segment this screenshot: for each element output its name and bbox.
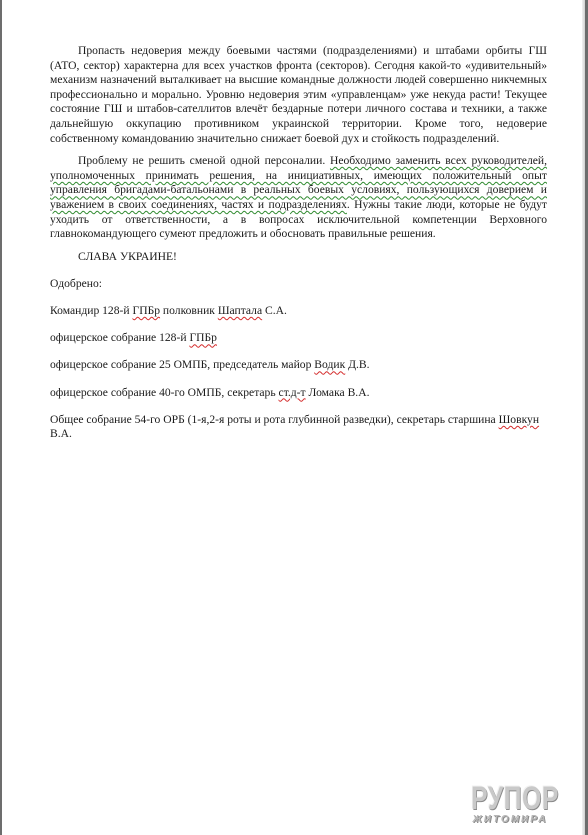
spellcheck-word: ст.д-т — [278, 385, 306, 399]
signature-general-54-initials: В.А. — [50, 427, 72, 441]
paragraph-replacement-lead: Проблему не решить сменой одной персоналии. — [78, 154, 330, 168]
grammar-flagged-sentence: Необходимо заменить всех руководителей, уполномоченных принимать решения, на инициативных, имеющих положительный опыт управления бригадами-батальонами в реальных боевых условиях, пользующихся доверием и уважением в своих соединениях, частях и подразделениях — [50, 154, 547, 211]
spellcheck-word: Шовкун — [498, 412, 540, 426]
signature-commander-initials: С.А. — [262, 304, 287, 318]
paragraph-replacement — [50, 154, 547, 242]
signature-officers-128-text: офицерское собрание 128-й — [50, 331, 190, 345]
signature-general-54 — [50, 413, 547, 442]
signature-officers-40-text: офицерское собрание 40-го ОМПБ, секретарь — [50, 385, 279, 399]
watermark-logo — [460, 782, 560, 830]
watermark-logo-main: РУПОР — [471, 780, 559, 816]
approved-label: Одобрено: — [50, 276, 102, 290]
spellcheck-word: ГПБр — [132, 304, 161, 318]
paragraph-distrust-text: Пропасть недоверия между боевыми частями (подразделениями) и штабами орбиты ГШ (АТО, сектор) характерна для всех участков фронта (секторов). Сегодня какой-то «удивительный» механизм назначений выталкивает на высшие командные должности людей совершенно никчемных профессионально и морально. Уровню недоверия этим «управленцам» уже некуда расти! Текущее состояние ГШ и штабов-сателлитов влечёт бездарные потери личного состава и техники, а также дальнейшую оккупацию противником украинской территории. Кроме того, недоверие собственному командованию значительно снижает боевой дух и стойкость подразделений. — [50, 44, 547, 145]
signature-commander-rank: полковник — [160, 304, 218, 318]
signature-commander-text: Командир 128-й — [50, 304, 133, 318]
document-page — [2, 0, 585, 835]
signature-officers-40-name: Ломака В.А. — [305, 385, 370, 399]
spellcheck-word: ГПБр — [189, 331, 217, 345]
paragraph-replacement-tail: . Нужны такие люди, которые не будут уходить от ответственности, а в вопросах исключительной компетенции Верховного главнокомандующего сумеют предложить и обосновать правильные решения. — [50, 197, 547, 241]
signature-officers-40 — [50, 386, 547, 401]
signature-officers-25-text: офицерское собрание 25 ОМПБ, председатель майор — [50, 358, 315, 372]
signature-officers-25 — [50, 358, 547, 373]
spellcheck-word: Водик — [314, 358, 346, 372]
signature-general-54-text: Общее собрание 54-го ОРБ (1-я,2-я роты и рота глубинной разведки), секретарь старшина — [50, 412, 499, 426]
slogan: СЛАВА УКРАИНЕ! — [78, 249, 177, 263]
spellcheck-word: Шаптала — [217, 304, 263, 318]
document-body — [50, 44, 547, 442]
watermark-logo-sub: ЖИТОМИРА — [472, 814, 548, 825]
signature-officers-25-initials: Д.В. — [345, 358, 370, 372]
paragraph-distrust — [50, 44, 547, 146]
signature-officers-128 — [50, 331, 547, 346]
signature-commander — [50, 304, 547, 319]
